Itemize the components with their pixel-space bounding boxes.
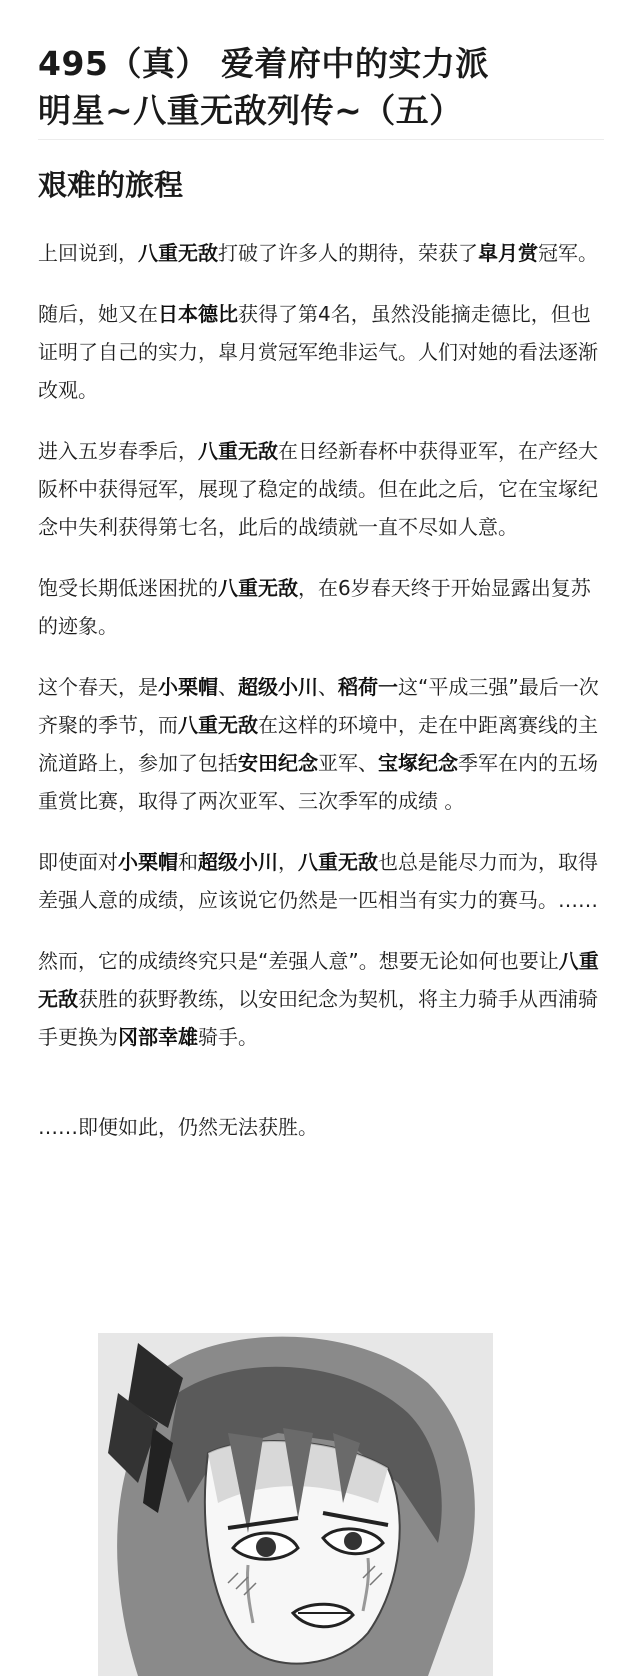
bold-name: 八重无敌 xyxy=(138,241,218,265)
bold-name: 安田纪念 xyxy=(238,751,318,775)
bold-name: 宝塚纪念 xyxy=(378,751,458,775)
text-run: 在这样的环境中，走在中距离赛线的主流道路上，参加了包括 xyxy=(38,713,598,775)
text-run: 打破了许多人的期待，荣获了 xyxy=(218,241,478,265)
text-run: 骑手。 xyxy=(198,1025,258,1049)
text-run: 这“平成三强”最后一次齐聚的季节，而 xyxy=(38,675,599,737)
bold-name: 皐月赏 xyxy=(478,241,538,265)
text-run: 进入五岁春季后， xyxy=(38,439,198,463)
text-run: 饱受长期低迷困扰的 xyxy=(38,576,218,600)
title-line-1: 495（真） 爱着府中的实力派 xyxy=(38,44,489,83)
text-run: 在日经新春杯中获得亚军，在产经大阪杯中获得冠军，展现了稳定的战绩。但在此之后，它在宝塚纪念中失利获得第七名，此后的战绩就一直不尽如人意。 xyxy=(38,439,598,539)
text-run: 冠军。 xyxy=(538,241,598,265)
crying-girl-drawing xyxy=(98,1333,493,1676)
bold-name: 小栗帽 xyxy=(118,850,178,874)
bold-name: 八重无敌 xyxy=(298,850,378,874)
article-body xyxy=(38,234,604,1169)
text-run: 上回说到， xyxy=(38,241,138,265)
bold-name: 超级小川 xyxy=(198,850,278,874)
title-line-2: 明星~八重无敌列传~（五） xyxy=(38,91,463,130)
text-run: 这个春天，是 xyxy=(38,675,158,699)
paragraph xyxy=(38,1108,604,1146)
text-run: 也总是能尽力而为，取得差强人意的成绩，应该说它仍然是一匹相当有实力的赛马。…… xyxy=(38,850,598,912)
bold-name: 八重无敌 xyxy=(218,576,298,600)
bold-name: 日本德比 xyxy=(158,302,238,326)
text-run: ， xyxy=(278,850,298,874)
paragraph xyxy=(38,234,604,272)
paragraph xyxy=(38,843,604,919)
text-run: 随后，她又在 xyxy=(38,302,158,326)
paragraph xyxy=(38,668,604,820)
title-divider xyxy=(38,139,604,140)
section-heading: 艰难的旅程 xyxy=(38,168,184,202)
paragraph xyxy=(38,432,604,546)
bold-name: 冈部幸雄 xyxy=(118,1025,198,1049)
text-run: 获得了第4名，虽然没能摘走德比，但也证明了自己的实力，皐月赏冠军绝非运气。人们对她的看法逐渐改观。 xyxy=(38,302,598,402)
paragraph xyxy=(38,569,604,645)
text-run: ……即便如此，仍然无法获胜。 xyxy=(38,1115,318,1139)
text-run: 、 xyxy=(218,675,238,699)
manga-illustration xyxy=(98,1333,493,1676)
text-run: 亚军、 xyxy=(318,751,378,775)
text-run: 季军在内的五场重赏比赛，取得了两次亚军、三次季军的成绩 。 xyxy=(38,751,598,813)
bold-name: 八重无敌 xyxy=(198,439,278,463)
bold-name: 八重无敌 xyxy=(178,713,258,737)
bold-name: 稻荷一 xyxy=(338,675,398,699)
article-title xyxy=(38,40,618,134)
paragraph xyxy=(38,295,604,409)
text-run: ，在6岁春天终于开始显露出复苏的迹象。 xyxy=(38,576,591,638)
bold-name: 小栗帽 xyxy=(158,675,218,699)
bold-name: 八重无敌 xyxy=(38,949,599,1011)
paragraph xyxy=(38,942,604,1056)
text-run: 即使面对 xyxy=(38,850,118,874)
bold-name: 超级小川 xyxy=(238,675,318,699)
text-run: 然而，它的成绩终究只是“差强人意”。想要无论如何也要让 xyxy=(38,949,559,973)
text-run: 获胜的荻野教练，以安田纪念为契机，将主力骑手从西浦骑手更换为 xyxy=(38,987,598,1049)
text-run: 、 xyxy=(318,675,338,699)
text-run: 和 xyxy=(178,850,198,874)
